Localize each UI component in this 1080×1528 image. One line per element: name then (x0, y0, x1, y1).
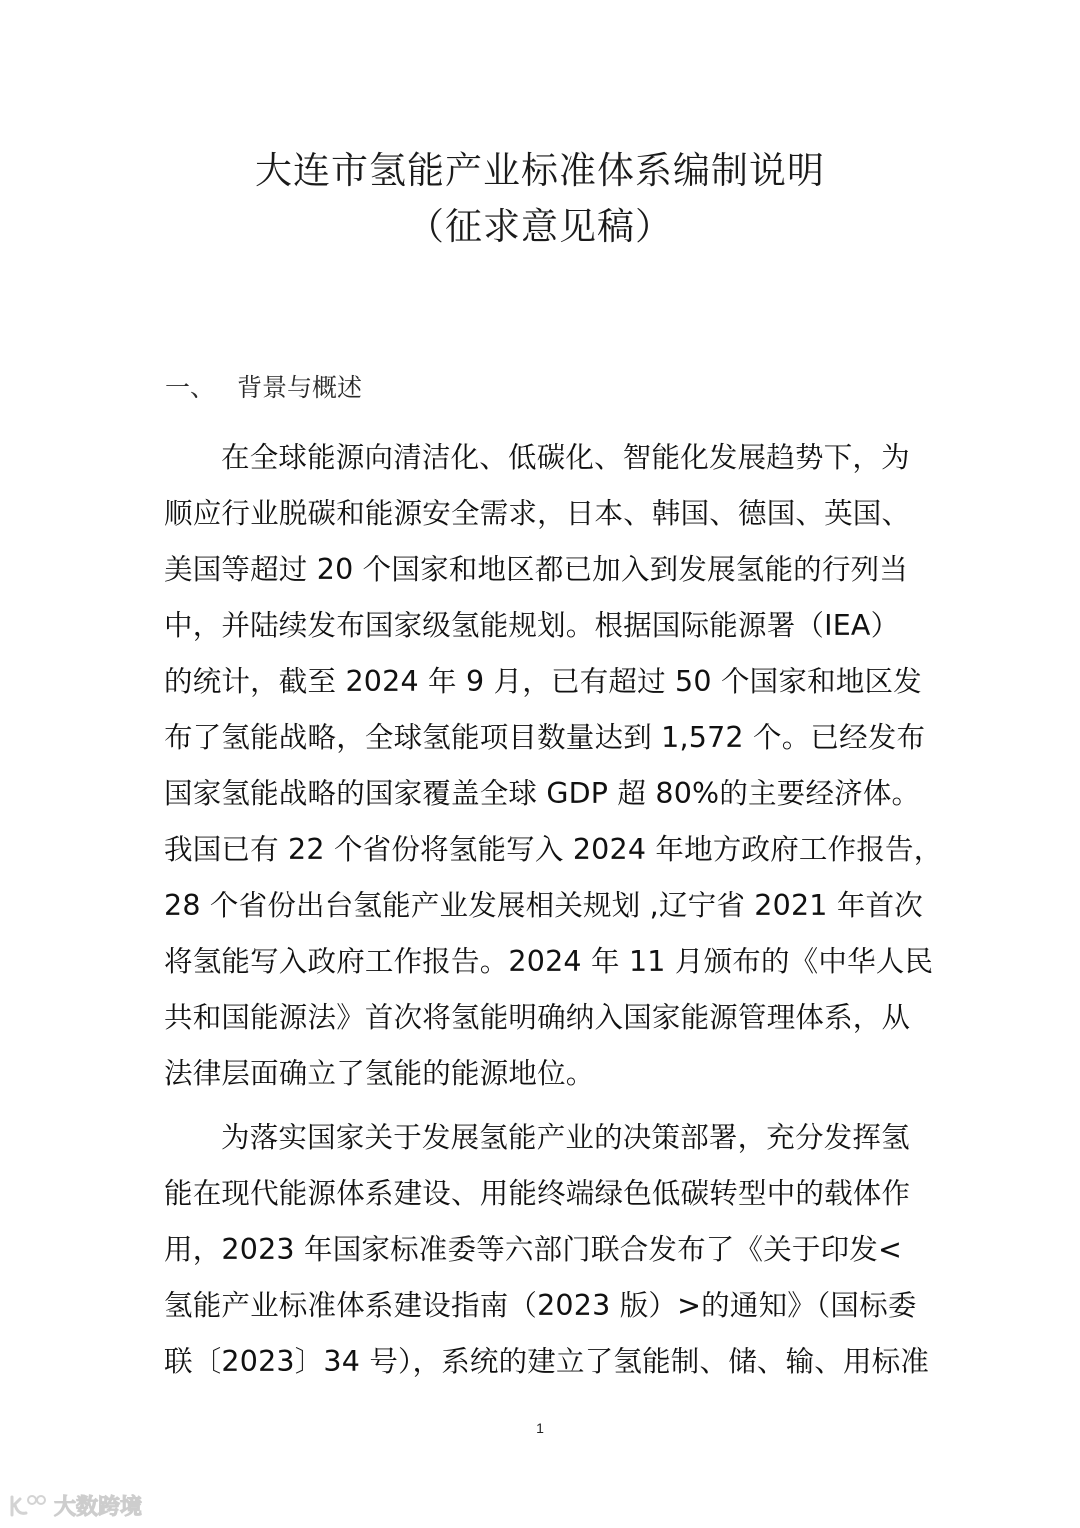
paragraph-line: 将氢能写入政府工作报告。2024 年 11 月颁布的《中华人民 (164, 945, 934, 978)
paragraph-2 (164, 1110, 930, 1390)
paragraph-line: 在全球能源向清洁化、低碳化、智能化发展趋势下，为 (221, 441, 910, 474)
page-number: 1 (536, 1420, 544, 1436)
paragraph-line: 的统计，截至 2024 年 9 月，已有超过 50 个国家和地区发 (164, 665, 922, 698)
section-number: 一、 (165, 373, 216, 402)
paragraph-line: 顺应行业脱碳和能源安全需求，日本、韩国、德国、英国、 (164, 497, 911, 530)
section-heading-text: 背景与概述 (237, 373, 363, 402)
paragraph-line: 我国已有 22 个省份将氢能写入 2024 年地方政府工作报告， (164, 833, 943, 866)
paragraph-1 (164, 430, 943, 1102)
paragraph-line: 中，并陆续发布国家级氢能规划。根据国际能源署（IEA） (164, 609, 900, 642)
paragraph-line: 联〔2023〕34 号），系统的建立了氢能制、储、输、用标准 (164, 1345, 930, 1378)
paragraph-line: 用，2023 年国家标准委等六部门联合发布了《关于印发< (164, 1233, 903, 1266)
watermark-text: 大数跨境 (54, 1495, 143, 1520)
paragraph-line: 为落实国家关于发展氢能产业的决策部署，充分发挥氢 (221, 1121, 910, 1154)
paragraph-line: 共和国能源法》首次将氢能明确纳入国家能源管理体系，从 (164, 1001, 911, 1034)
watermark (8, 1490, 142, 1521)
paragraph-line: 美国等超过 20 个国家和地区都已加入到发展氢能的行列当 (164, 553, 908, 586)
document-title-line1: 大连市氢能产业标准体系编制说明 (255, 149, 825, 192)
paragraph-line: 氢能产业标准体系建设指南（2023 版）>的通知》（国标委 (164, 1289, 917, 1322)
kuajing-logo-icon (8, 1493, 50, 1519)
paragraph-line: 28 个省份出台氢能产业发展相关规划 ,辽宁省 2021 年首次 (164, 889, 923, 922)
paragraph-line: 国家氢能战略的国家覆盖全球 GDP 超 80%的主要经济体。 (164, 777, 921, 810)
paragraph-line: 布了氢能战略，全球氢能项目数量达到 1,572 个。已经发布 (164, 721, 926, 754)
section-heading (165, 368, 362, 404)
document-title-line2: （征求意见稿） (407, 205, 673, 248)
paragraph-line: 法律层面确立了氢能的能源地位。 (164, 1057, 595, 1090)
paragraph-line: 能在现代能源体系建设、用能终端绿色低碳转型中的载体作 (164, 1177, 911, 1210)
